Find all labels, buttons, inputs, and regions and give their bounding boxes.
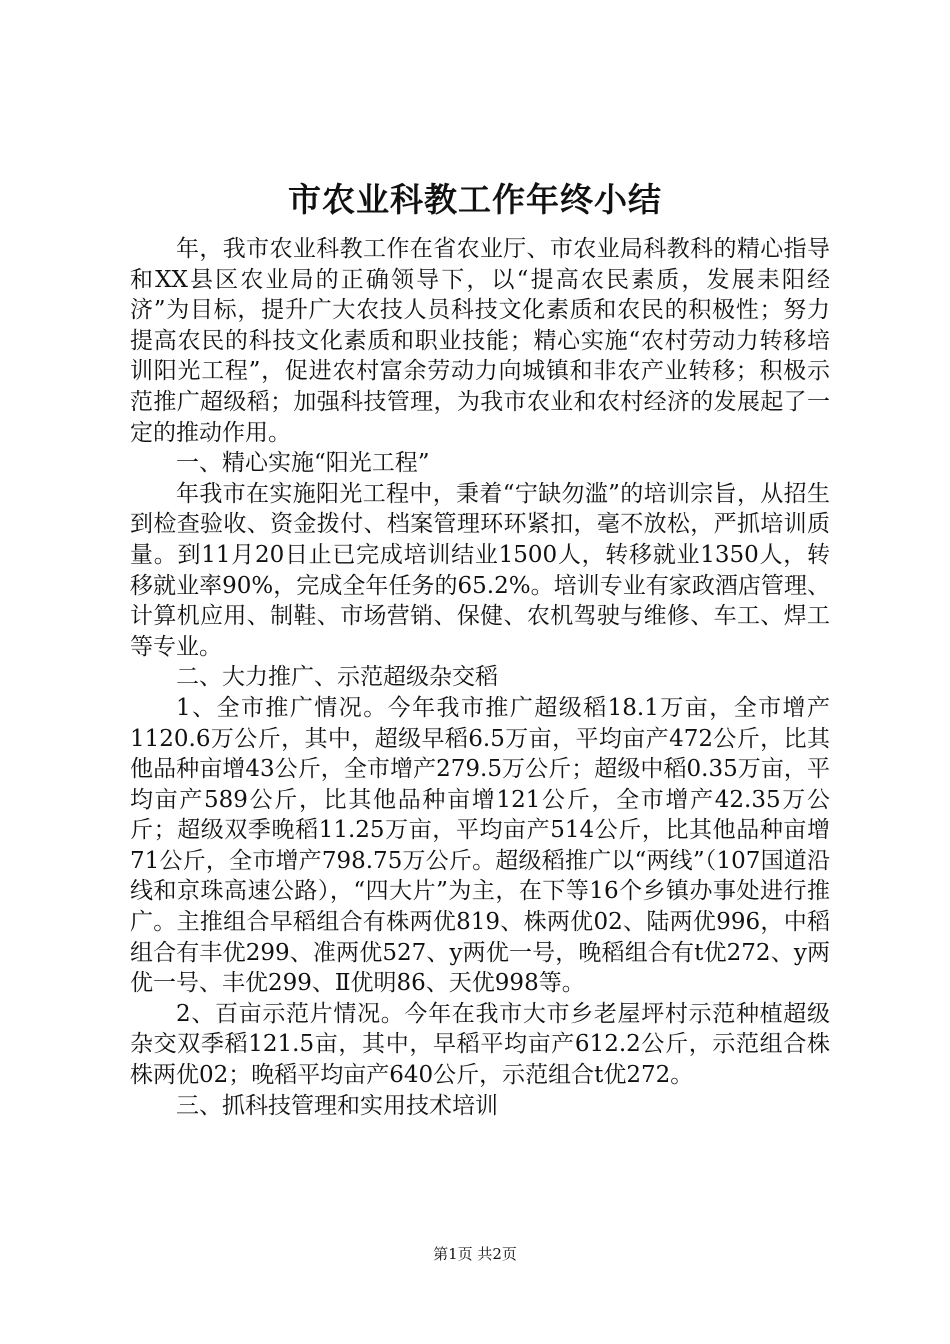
document-body [130,234,830,1121]
paragraph-intro: 年，我市农业科教工作在省农业厅、市农业局科教科的精心指导和XX县区农业局的正确领导下，以“提高农民素质，发展耒阳经济”为目标，提升广大农技人员科技文化素质和农民的积极性；努力提高农民的科技文化素质和职业技能；精心实施“农村劳动力转移培训阳光工程”，促进农村富余劳动力向城镇和非农产业转移；积极示范推广超级稻；加强科技管理，为我市农业和农村经济的发展起了一定的推动作用。 [130,236,830,446]
paragraph-demonstration: 2、百亩示范片情况。今年在我市大市乡老屋坪村示范种植超级杂交双季稻121.5亩，其中，早稻平均亩产612.2公斤，示范组合株株两优02；晚稻平均亩产640公斤，示范组合t优272。 [130,1000,830,1089]
section-heading-2: 二、大力推广、示范超级杂交稻 [176,664,498,691]
document-title: 市农业科教工作年终小结 [288,180,662,219]
section-heading-3: 三、抓科技管理和实用技术培训 [176,1092,498,1119]
section-heading-1: 一、精心实施“阳光工程” [176,450,430,477]
paragraph-sunshine-project: 年我市在实施阳光工程中，秉着“宁缺勿滥”的培训宗旨，从招生到检查验收、资金拨付、档案管理环环紧扣，毫不放松，严抓培训质量。到11月20日止已完成培训结业1500人，转移就业1350人，转移就业率90%，完成全年任务的65.2%。培训专业有家政酒店管理、计算机应用、制鞋、市场营销、保健、农机驾驶与维修、车工、焊工等专业。 [130,480,830,660]
page-number: 第1页 共2页 [433,1245,517,1263]
paragraph-promotion: 1、全市推广情况。今年我市推广超级稻18.1万亩，全市增产1120.6万公斤，其中，超级早稻6.5万亩，平均亩产472公斤，比其他品种亩增43公斤，全市增产279.5万公斤；超级中稻0.35万亩，平均亩产589公斤，比其他品种亩增121公斤，全市增产42.35万公斤；超级双季晚稻11.25万亩，平均亩产514公斤，比其他品种亩增71公斤，全市增产798.75万公斤。超级稻推广以“两线”（107国道沿线和京珠高速公路），“四大片”为主，在下等16个乡镇办事处进行推广。主推组合早稻组合有株两优819、株两优02、陆两优996，中稻组合有丰优299、准两优527、y两优一号，晚稻组合有t优272、y两优一号、丰优299、Ⅱ优明86、天优998等。 [130,694,830,997]
